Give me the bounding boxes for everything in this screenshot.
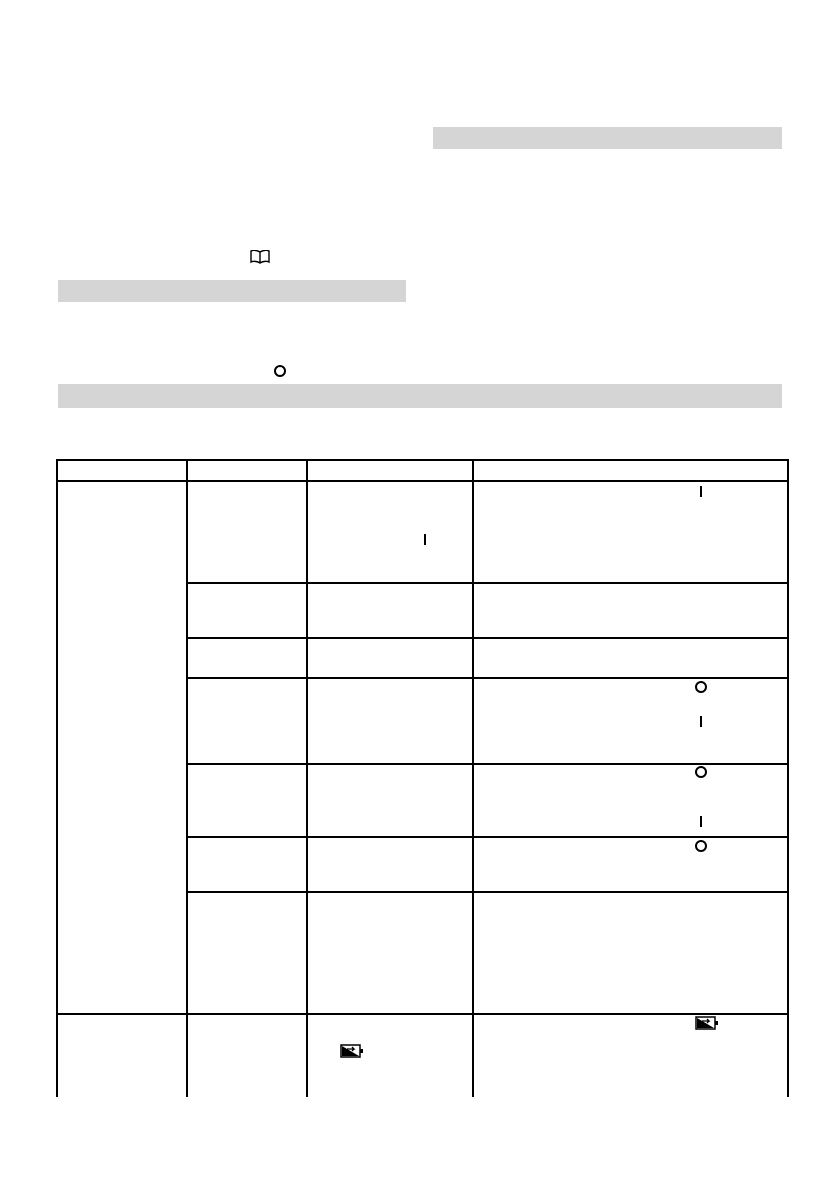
table-col-divider bbox=[306, 459, 308, 1097]
table-group-line bbox=[56, 1013, 789, 1015]
battery-charge-icon bbox=[695, 1016, 719, 1030]
on-switch-icon bbox=[700, 716, 702, 727]
table-row-line bbox=[187, 582, 789, 584]
off-circle-icon bbox=[274, 365, 286, 377]
table-header-bottom-line bbox=[56, 480, 789, 482]
on-switch-icon bbox=[700, 486, 702, 497]
table-row-line bbox=[187, 637, 789, 639]
table-top-line bbox=[56, 459, 789, 461]
table-right-border bbox=[787, 459, 789, 1097]
table-row-line bbox=[187, 677, 789, 679]
table-row-line bbox=[187, 836, 789, 838]
section-bar-right bbox=[433, 127, 782, 149]
section-bar-left bbox=[58, 280, 406, 302]
off-circle-icon bbox=[695, 681, 707, 693]
manual-book-icon bbox=[250, 250, 270, 264]
off-circle-icon bbox=[695, 840, 707, 852]
section-bar-full bbox=[58, 384, 782, 408]
table-col-divider bbox=[472, 459, 474, 1097]
off-circle-icon bbox=[695, 766, 707, 778]
on-switch-icon bbox=[424, 534, 426, 545]
table-col-divider bbox=[186, 459, 188, 1097]
footer-text bbox=[0, 1182, 160, 1194]
battery-charge-icon bbox=[340, 1044, 364, 1058]
table-row-line bbox=[187, 891, 789, 893]
table-left-border bbox=[56, 459, 58, 1097]
on-switch-icon bbox=[700, 816, 702, 827]
table-row-line bbox=[187, 763, 789, 765]
